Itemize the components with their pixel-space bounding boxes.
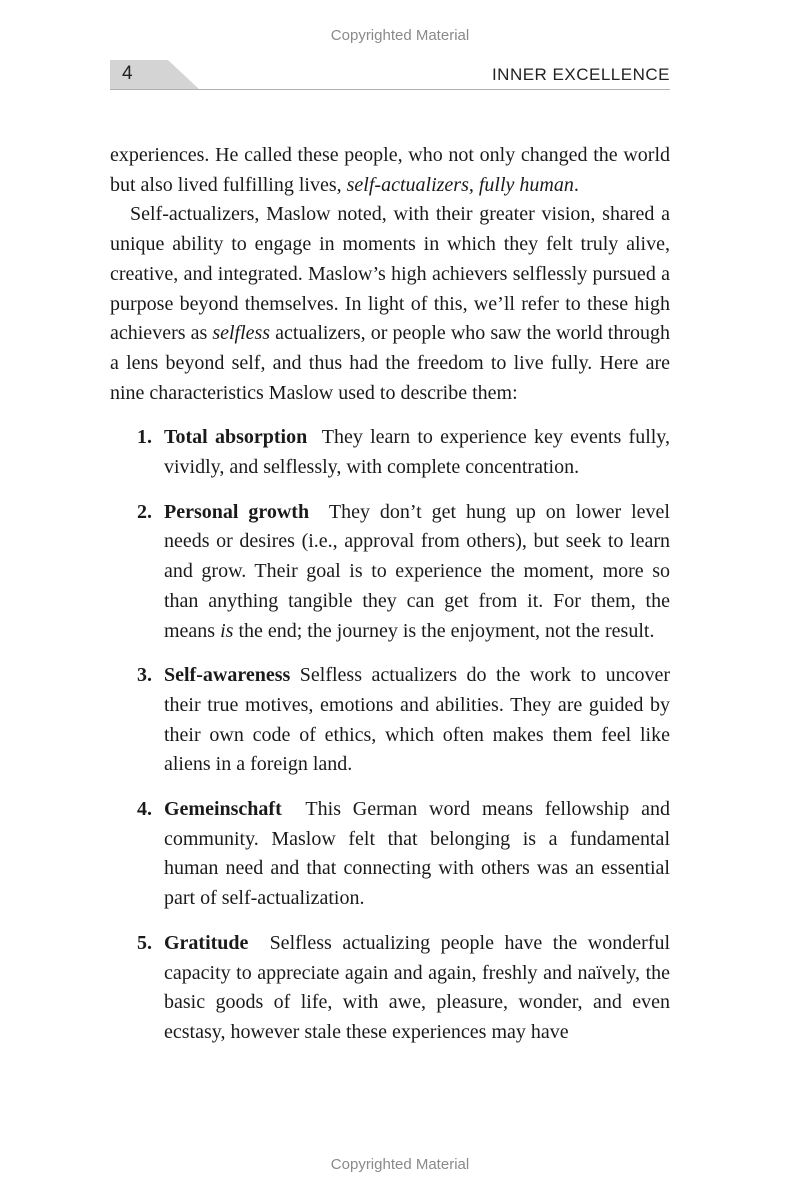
page-number: 4 (122, 63, 133, 84)
italic-word: is (220, 619, 234, 642)
list-item (110, 929, 670, 1048)
item-term: Self-awareness (164, 664, 291, 687)
item-term: Gemeinschaft (164, 798, 282, 821)
item-text: Selfless actualizing people have the wonderful capacity to appreciate again and again, freshly and naïvely, the basic goods of life, with awe, pleasure, wonder, and even ecstasy, however stale these experiences may have (164, 931, 670, 1043)
item-term: Gratitude (164, 931, 249, 954)
item-number: 1. (137, 426, 152, 449)
page-body (110, 141, 670, 1063)
paragraph-selfless-actualizers: Self-actualizers, Maslow noted, with their greater vision, shared a unique ability to engage in moments in which they felt truly alive, creative, and integrated. Maslow’s high achievers selflessly pursued a purpose beyond themselves. In light of this, we’ll refer to these high achievers as selfless actualizers, or people who saw the world through a lens beyond self, and thus had the freedom to live fully. Here are nine characteristics Maslow used to describe them: (110, 203, 670, 404)
item-text: They don’t get hung up on lower level needs or desires (i.e., approval from others), but seek to learn and grow. Their goal is to experience the moment, more so than anything tangible they can get from it. For them, the means (164, 500, 670, 642)
running-title: INNER EXCELLENCE (491, 65, 670, 84)
item-term: Personal growth (164, 500, 310, 523)
item-text: They learn to experience key events fully, vividly, and selflessly, with complete concentration. (164, 426, 671, 479)
italic-phrase: self-actualizers, fully human (346, 173, 574, 196)
item-text: the end; the journey is the enjoyment, not the result. (233, 619, 655, 642)
item-text: This German word means fellowship and community. Maslow felt that belonging is a fundamental human need and that connecting with others was an essential part of self-actualization. (164, 798, 671, 910)
item-term: Total absorption (164, 426, 308, 449)
item-number: 5. (137, 931, 152, 954)
item-number: 3. (137, 664, 152, 687)
list-item (110, 498, 670, 647)
item-text: Selfless actualizers do the work to uncover their true motives, emotions and abilities. They are guided by their own code of ethics, which often makes them feel like aliens in a foreign land. (164, 664, 670, 776)
list-item (110, 795, 670, 914)
running-header (110, 60, 670, 90)
item-number: 2. (137, 500, 152, 523)
list-item (110, 423, 670, 482)
copyright-notice-bottom: Copyrighted Material (330, 1156, 470, 1173)
italic-word: selfless (212, 322, 271, 345)
list-item (110, 661, 670, 780)
characteristics-list (110, 423, 670, 1047)
header-rule (110, 89, 670, 90)
paragraph-continued: experiences. He called these people, who not only changed the world but also lived fulfilling lives, self-actualizers, fully human. (110, 144, 670, 196)
item-number: 4. (137, 798, 152, 821)
copyright-notice-top: Copyrighted Material (330, 27, 470, 44)
